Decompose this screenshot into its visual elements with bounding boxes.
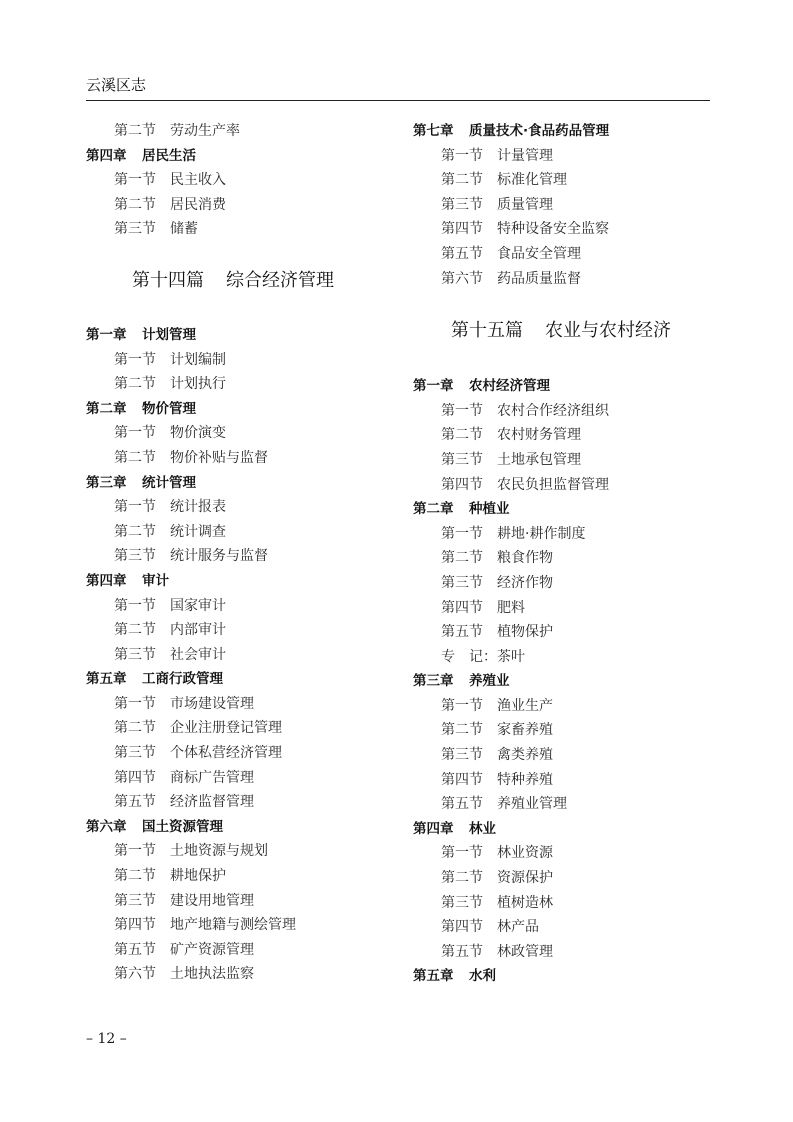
section-label: 第三节 [441,894,483,911]
section-entry [86,594,386,619]
section-label: 第一节 [114,597,156,614]
chapter-title: 审计 [142,572,169,589]
section-entry [86,421,386,446]
chapter-title: 质量技术·食品药品管理 [469,123,610,139]
section-label: 第二节 [441,722,483,739]
section-entry [413,522,713,547]
section-title: 储蓄 [170,221,198,238]
section-label: 第一节 [114,172,156,189]
section-title: 禽类养殖 [497,747,553,764]
section-title: 特种养殖 [497,771,553,788]
chapter-entry [413,119,713,144]
section-entry [86,790,386,815]
section-title: 物价演变 [170,425,226,442]
chapter-title: 农村经济管理 [469,378,550,395]
section-label: 第二节 [441,427,483,444]
chapter-label: 第二章 [413,501,454,518]
section-entry [413,866,713,891]
section-title: 社会审计 [170,646,226,663]
section-label: 第五节 [114,794,156,811]
section-label: 第四节 [441,476,483,493]
section-label: 第三节 [114,745,156,762]
section-label: 第二节 [114,376,156,393]
chapter-title: 居民生活 [142,147,196,164]
section-label: 第二节 [114,720,156,737]
chapter-title: 物价管理 [142,400,196,417]
section-entry [86,766,386,791]
chapter-entry [86,569,386,594]
section-title: 商标广告管理 [170,769,254,786]
chapter-title: 国土资源管理 [142,818,223,835]
section-title: 建设用地管理 [170,892,254,909]
section-title: 农村合作经济组织 [497,402,609,419]
section-title: 耕地·耕作制度 [497,525,586,542]
section-entry [413,645,713,670]
chapter-title: 计划管理 [142,326,196,343]
chapter-label: 第五章 [413,968,454,985]
section-label: 第四节 [114,769,156,786]
section-title: 市场建设管理 [170,695,254,712]
section-entry [413,267,713,292]
section-label: 第一节 [114,843,156,860]
section-title: 土地承包管理 [497,451,581,468]
section-title: 物价补贴与监督 [170,449,268,466]
chapter-entry [86,397,386,422]
chapter-title: 水利 [469,968,496,985]
section-label: 第四节 [441,919,483,936]
section-title: 企业注册登记管理 [170,720,282,737]
section-label: 第一节 [441,525,483,542]
section-entry [413,940,713,965]
section-title: 植树造林 [497,894,553,911]
section-entry [86,544,386,569]
section-entry [413,144,713,169]
section-label: 第六节 [441,270,483,287]
chapter-label: 第一章 [413,378,454,395]
section-entry [413,473,713,498]
part-title: 综合经济管理 [226,269,334,291]
section-title: 土地资源与规划 [170,843,268,860]
section-title: 特种设备安全监察 [497,221,609,238]
section-entry [86,741,386,766]
section-title: 肥料 [497,599,525,616]
section-title: 内部审计 [170,622,226,639]
section-title: 农村财务管理 [497,427,581,444]
part-heading [132,266,386,292]
section-label: 第二节 [114,868,156,885]
section-label: 第一节 [441,402,483,419]
section-entry [86,520,386,545]
section-title: 粮食作物 [497,550,553,567]
section-entry [86,348,386,373]
part-heading [451,316,713,342]
section-title: 植物保护 [497,624,553,641]
section-label: 第二节 [441,172,483,189]
section-entry [413,423,713,448]
section-label: 第一节 [114,499,156,516]
chapter-entry [413,374,713,399]
section-title: 标准化管理 [497,172,567,189]
chapter-entry [413,497,713,522]
section-label: 第三节 [114,548,156,565]
section-title: 家畜养殖 [497,722,553,739]
section-title: 质量管理 [497,196,553,213]
chapter-title: 工商行政管理 [142,671,223,688]
section-label: 第三节 [114,892,156,909]
section-title: 统计调查 [170,523,226,540]
section-entry [413,694,713,719]
section-entry [413,743,713,768]
section-label: 第一节 [441,147,483,164]
toc-left-column [86,119,386,987]
section-entry [413,891,713,916]
section-entry [86,193,386,218]
section-label: 专 记： [441,648,497,665]
part-title: 农业与农村经济 [545,320,671,342]
chapter-label: 第五章 [86,671,127,688]
section-entry [86,913,386,938]
section-label: 第三节 [441,451,483,468]
toc-right-column [413,119,713,989]
chapter-entry [86,815,386,840]
section-title: 计量管理 [497,147,553,164]
chapter-label: 第一章 [86,326,127,343]
section-entry [413,193,713,218]
section-label: 第二节 [114,123,156,139]
chapter-label: 第七章 [413,123,454,139]
section-title: 经济作物 [497,574,553,591]
section-entry [413,242,713,267]
section-entry [413,768,713,793]
section-label: 第一节 [114,351,156,368]
section-entry [413,718,713,743]
section-title: 计划执行 [170,376,226,393]
section-entry [86,372,386,397]
section-entry [86,889,386,914]
chapter-label: 第六章 [86,818,127,835]
section-label: 第三节 [114,646,156,663]
section-entry [413,620,713,645]
section-entry [86,864,386,889]
section-label: 第五节 [441,796,483,813]
section-entry [86,618,386,643]
section-title: 经济监督管理 [170,794,254,811]
section-entry [86,938,386,963]
section-title: 资源保护 [497,870,553,887]
section-title: 矿产资源管理 [170,941,254,958]
section-title: 民主收入 [170,172,226,189]
section-label: 第二节 [114,196,156,213]
chapter-entry [86,144,386,169]
section-label: 第三节 [441,747,483,764]
section-title: 居民消费 [170,196,226,213]
section-title: 渔业生产 [497,697,553,714]
section-title: 耕地保护 [170,868,226,885]
section-title: 国家审计 [170,597,226,614]
section-label: 第一节 [114,425,156,442]
section-title: 地产地籍与测绘管理 [170,917,296,934]
section-label: 第三节 [441,574,483,591]
section-title: 统计服务与监督 [170,548,268,565]
section-entry [86,217,386,242]
section-label: 第二节 [441,550,483,567]
section-title: 药品质量监督 [497,270,581,287]
section-title: 林政管理 [497,943,553,960]
part-label: 第十四篇 [132,269,204,291]
part-label: 第十五篇 [451,320,523,342]
section-label: 第四节 [114,917,156,934]
section-label: 第六节 [114,966,156,983]
chapter-title: 统计管理 [142,474,196,491]
section-title: 食品安全管理 [497,245,581,262]
section-entry [86,962,386,987]
section-label: 第二节 [114,523,156,540]
chapter-label: 第四章 [86,147,127,164]
chapter-label: 第二章 [86,400,127,417]
section-title: 劳动生产率 [170,123,240,139]
section-title: 计划编制 [170,351,226,368]
section-entry [86,446,386,471]
section-entry [413,596,713,621]
section-title: 农民负担监督管理 [497,476,609,493]
section-label: 第一节 [441,845,483,862]
running-header: 云溪区志 [86,76,147,94]
section-label: 第五节 [441,624,483,641]
section-entry [86,495,386,520]
section-entry [413,915,713,940]
section-entry [86,168,386,193]
section-entry [86,643,386,668]
section-title: 土地执法监察 [170,966,254,983]
chapter-label: 第四章 [413,820,454,837]
section-title: 茶叶 [497,648,525,665]
section-label: 第三节 [114,221,156,238]
header-divider [86,100,710,101]
page-number: – 12 – [86,1031,127,1047]
section-label: 第二节 [114,449,156,466]
section-entry [413,399,713,424]
section-title: 养殖业管理 [497,796,567,813]
section-label: 第二节 [441,870,483,887]
section-label: 第五节 [441,943,483,960]
section-entry [413,546,713,571]
section-label: 第五节 [114,941,156,958]
chapter-title: 林业 [469,820,496,837]
section-label: 第一节 [441,697,483,714]
chapter-entry [86,667,386,692]
section-label: 第三节 [441,196,483,213]
section-title: 个体私营经济管理 [170,745,282,762]
section-entry [86,692,386,717]
section-title: 统计报表 [170,499,226,516]
chapter-entry [413,964,713,989]
chapter-label: 第三章 [86,474,127,491]
section-label: 第二节 [114,622,156,639]
chapter-label: 第三章 [413,673,454,690]
section-label: 第一节 [114,695,156,712]
chapter-label: 第四章 [86,572,127,589]
section-entry [413,792,713,817]
section-entry [86,839,386,864]
chapter-entry [86,323,386,348]
chapter-entry [86,471,386,496]
section-entry [413,571,713,596]
section-entry [413,448,713,473]
section-label: 第四节 [441,221,483,238]
section-label: 第四节 [441,599,483,616]
chapter-entry [413,669,713,694]
chapter-title: 养殖业 [469,673,510,690]
section-entry [413,217,713,242]
section-entry [86,119,386,144]
section-title: 林业资源 [497,845,553,862]
section-entry [413,168,713,193]
chapter-title: 种植业 [469,501,510,518]
section-entry [86,716,386,741]
section-label: 第五节 [441,245,483,262]
section-entry [413,841,713,866]
section-label: 第四节 [441,771,483,788]
chapter-entry [413,817,713,842]
section-title: 林产品 [497,919,539,936]
